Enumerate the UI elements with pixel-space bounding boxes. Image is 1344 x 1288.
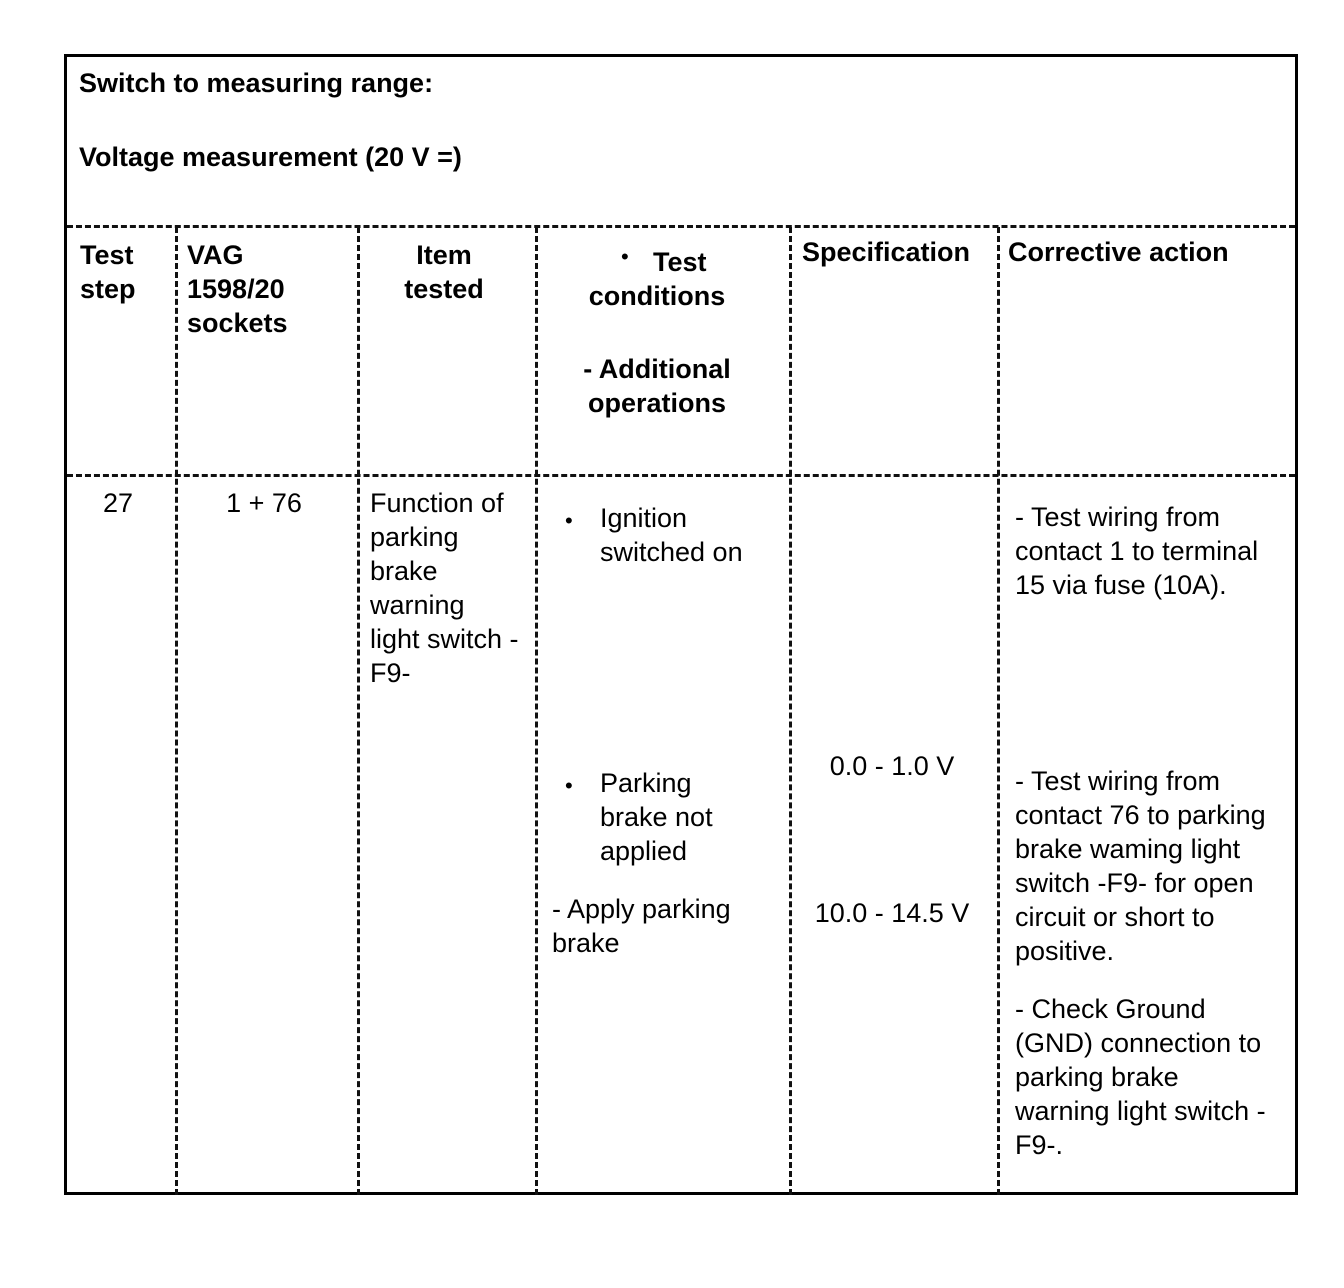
spec-value-2: 10.0 - 14.5 V: [814, 898, 970, 928]
column-header-divider: [67, 474, 1295, 477]
header-divider: [67, 225, 1295, 228]
column-divider: [175, 227, 178, 1195]
sockets-value: 1 + 76: [226, 488, 302, 518]
col-header-corrective-action: Corrective action: [1008, 237, 1229, 267]
column-divider: [357, 227, 360, 1195]
test-step-value: 27: [103, 488, 134, 518]
column-divider: [789, 227, 792, 1195]
column-divider: [997, 227, 1000, 1195]
voltage-measurement-label: Voltage measurement (20 V =): [79, 142, 462, 172]
bullet-icon: •: [565, 773, 573, 798]
col-header-specification: Specification: [802, 237, 971, 267]
spec-value-1: 0.0 - 1.0 V: [829, 751, 955, 781]
bullet-icon: •: [621, 244, 629, 269]
bullet-icon: •: [565, 508, 573, 533]
measuring-range-title: Switch to measuring range:: [79, 68, 434, 98]
